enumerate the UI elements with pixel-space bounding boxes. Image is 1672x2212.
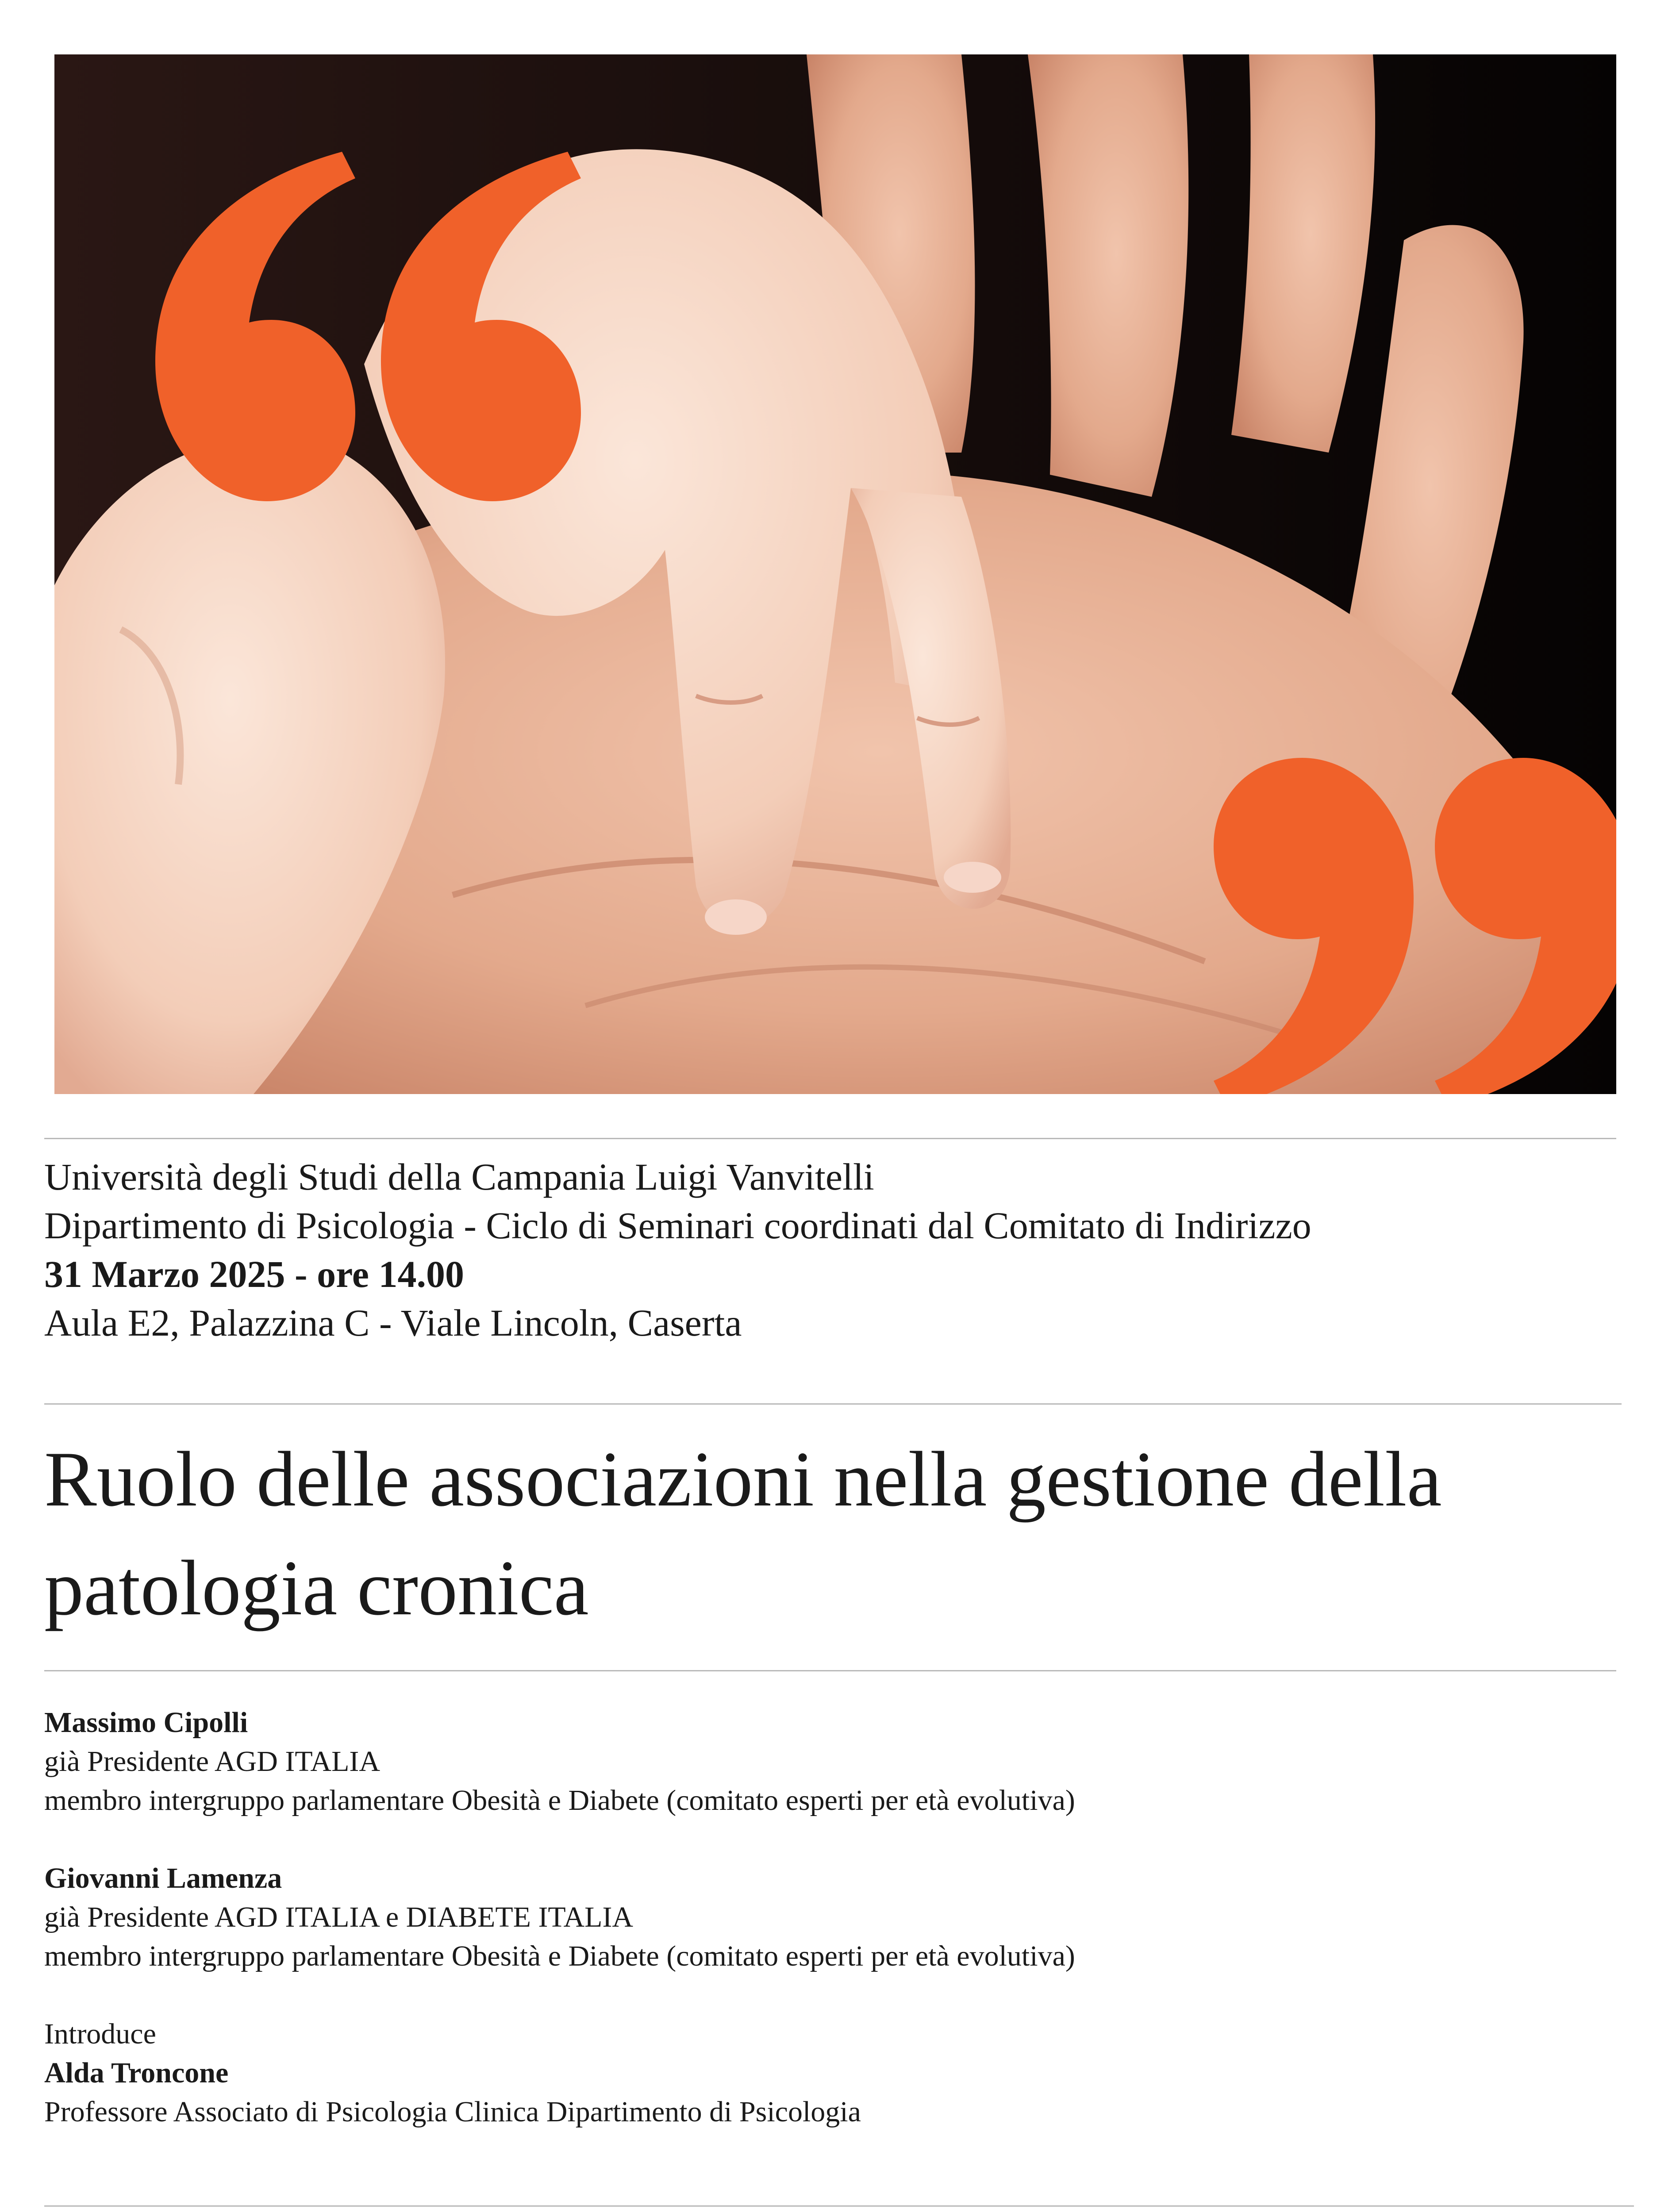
title-line: patologia cronica [44,1544,589,1632]
seminar-title [44,1425,1615,1642]
hero-photo [54,54,1616,1094]
department-series: Dipartimento di Psicologia - Ciclo di Seminari coordinati dal Comitato di Indirizzo [44,1204,1311,1247]
speaker-role: già Presidente AGD ITALIA [44,1745,381,1778]
speaker-role: già Presidente AGD ITALIA e DIABETE ITALIA [44,1901,634,1933]
divider [44,1403,1622,1405]
quote-open-icon [147,152,581,515]
introducer-name: Alda Troncone [44,2057,229,2089]
divider [44,1138,1616,1139]
university-name: Università degli Studi della Campania Luigi Vanvitelli [44,1156,874,1198]
speakers-list [44,1703,1593,2131]
quote-close-icon [1214,745,1616,1094]
introducer-role: Professore Associato di Psicologia Clinica Dipartimento di Psicologia [44,2096,861,2128]
speaker-name: Giovanni Lamenza [44,1862,282,1894]
speaker-name: Massimo Cipolli [44,1706,248,1739]
introducer-label: Introduce [44,2018,156,2050]
speaker-role: membro intergruppo parlamentare Obesità e Diabete (comitato esperti per età evolutiva) [44,1784,1075,1816]
event-date-time: 31 Marzo 2025 - ore 14.00 [44,1253,464,1295]
divider [44,1670,1616,1671]
title-line: Ruolo delle associazioni nella gestione della [44,1435,1442,1523]
divider [44,2205,1634,2207]
speaker-role: membro intergruppo parlamentare Obesità e Diabete (comitato esperti per età evolutiva) [44,1940,1075,1972]
event-location: Aula E2, Palazzina C - Viale Lincoln, Caserta [44,1302,742,1344]
event-info [44,1152,1593,1347]
